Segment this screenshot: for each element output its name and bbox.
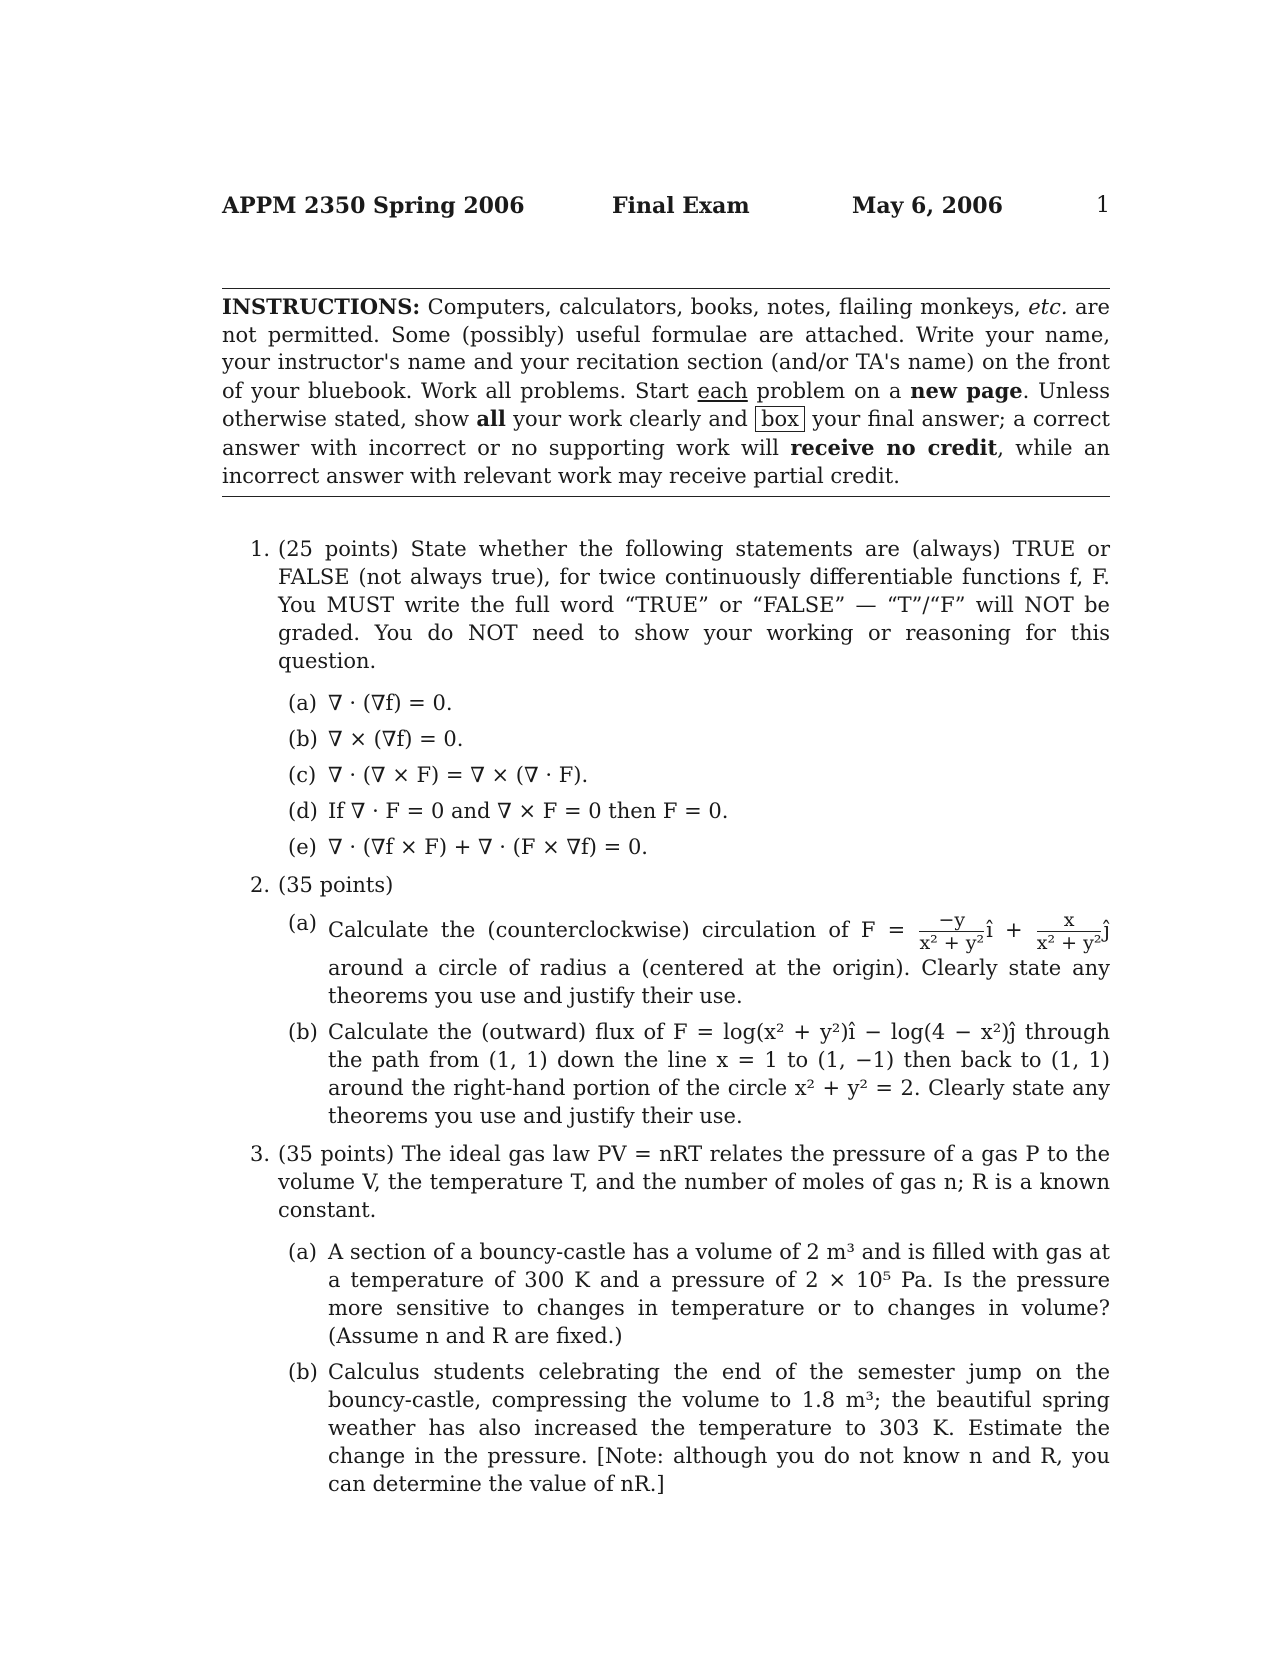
problem-3-parts: [278, 1238, 1110, 1498]
instructions-all: all: [476, 406, 506, 432]
fraction-numerator: x: [1037, 909, 1102, 932]
instructions-each: each: [697, 378, 748, 403]
instructions-text: are not permitted. Some (possibly) useful formulae are attached. Write your name, your instructor's name and your recitation section (and/or TA's name) on the front of your bluebook. Work all problems. Start: [222, 295, 1110, 403]
part-text: Calculate the (counterclockwise) circulation of F =: [328, 918, 906, 942]
part-label: (b): [288, 1020, 318, 1044]
instructions-text: , while an incorrect answer with relevant work may receive partial credit.: [222, 435, 1110, 488]
problem-number: 1.: [250, 537, 271, 561]
problem-part: [278, 1238, 1110, 1350]
problem-part: [278, 909, 1110, 1010]
part-label: (b): [288, 1360, 318, 1384]
fraction: [919, 909, 984, 954]
problems-list: [222, 535, 1110, 1506]
instructions-text: your work clearly and: [505, 407, 756, 432]
part-label: (a): [288, 691, 317, 715]
instructions-text: problem on a: [747, 378, 911, 403]
part-label: (e): [288, 835, 317, 859]
problem-part: [278, 833, 1110, 861]
problem-number: 3.: [250, 1142, 271, 1166]
problem-3: [222, 1140, 1110, 1498]
problem-text: (35 points) The ideal gas law PV = nRT relates the pressure of a gas P to the volume V, the temperature T, and the number of moles of gas n; R is a known constant.: [278, 1142, 1110, 1222]
problem-part: [278, 1018, 1110, 1130]
page-header: [222, 193, 1110, 223]
problem-part: [278, 797, 1110, 825]
problem-part: [278, 689, 1110, 717]
part-text: If ∇ · F = 0 and ∇ × F = 0 then F = 0.: [328, 799, 729, 823]
instructions-text: . Unless otherwise stated, show: [222, 378, 1111, 432]
problem-part: [278, 761, 1110, 789]
instructions-no-credit: receive no credit: [790, 434, 998, 460]
part-text: ∇ × (∇f) = 0.: [328, 727, 464, 751]
part-text: ∇ · (∇f × F) + ∇ · (F × ∇f) = 0.: [328, 835, 648, 859]
page-number: 1: [1096, 193, 1110, 218]
fraction: [1037, 909, 1102, 954]
problem-1: [222, 535, 1110, 861]
part-label: (c): [288, 763, 317, 787]
fraction-denominator: x² + y²: [1036, 932, 1102, 954]
part-text: Calculate the (outward) flux of F = log(x² + y²)î − log(4 − x²)ĵ through the path from (1, 1) down the line x = 1 to (1, −1) then back to (1, 1) around the right-hand portion of the circle x² + y² = 2. Clearly state any theorems you use and justify their use.: [328, 1020, 1110, 1128]
part-label: (a): [288, 1240, 317, 1264]
problem-part: [278, 1358, 1110, 1498]
fraction-denominator: x² + y²: [919, 932, 985, 954]
part-text: Calculus students celebrating the end of the semester jump on the bouncy-castle, compressing the volume to 1.8 m³; the beautiful spring weather has also increased the temperature to 303 K. Estimate the change in the pressure. [Note: although you do not know n and R, you can determine the value of nR.]: [328, 1360, 1110, 1496]
problem-part: [278, 725, 1110, 753]
instructions-box: box: [755, 406, 805, 432]
part-text: ∇ · (∇f) = 0.: [328, 691, 453, 715]
part-label: (a): [288, 911, 317, 935]
course-title: APPM 2350 Spring 2006: [222, 193, 525, 219]
problem-1-parts: [278, 689, 1110, 861]
part-text: ĵ around a circle of radius a (centered at the origin). Clearly state any theorems you use and justify their use.: [328, 918, 1110, 1008]
problem-2-parts: [278, 909, 1110, 1130]
problem-number: 2.: [250, 873, 271, 897]
instructions-text: your final answer; a correct answer with incorrect or no supporting work will: [222, 407, 1110, 460]
part-text: A section of a bouncy-castle has a volume of 2 m³ and is filled with gas at a temperature of 300 K and a pressure of 2 × 10⁵ Pa. Is the pressure more sensitive to changes in temperature or to changes in volume? (Assume n and R are fixed.): [328, 1240, 1110, 1348]
instructions-heading: INSTRUCTIONS:: [222, 294, 421, 319]
part-label: (b): [288, 727, 318, 751]
problem-2: [222, 871, 1110, 1130]
fraction-numerator: −y: [919, 909, 984, 932]
instructions-etc: etc.: [1028, 295, 1068, 319]
part-label: (d): [288, 799, 318, 823]
exam-title: Final Exam: [612, 193, 750, 219]
exam-date: May 6, 2006: [852, 193, 1003, 219]
instructions-block: [222, 288, 1110, 497]
problem-text: (25 points) State whether the following statements are (always) TRUE or FALSE (not always true), for twice continuously differentiable functions f, F. You MUST write the full word “TRUE” or “FALSE” — “T”/“F” will NOT be graded. You do NOT need to show your working or reasoning for this question.: [278, 537, 1110, 673]
part-text: ∇ · (∇ × F) = ∇ × (∇ · F).: [328, 763, 589, 787]
instructions-text: Computers, calculators, books, notes, flailing monkeys,: [420, 295, 1029, 319]
part-text: î +: [986, 918, 1023, 942]
problem-text: (35 points): [278, 873, 394, 897]
instructions-new-page: new page: [910, 377, 1023, 403]
